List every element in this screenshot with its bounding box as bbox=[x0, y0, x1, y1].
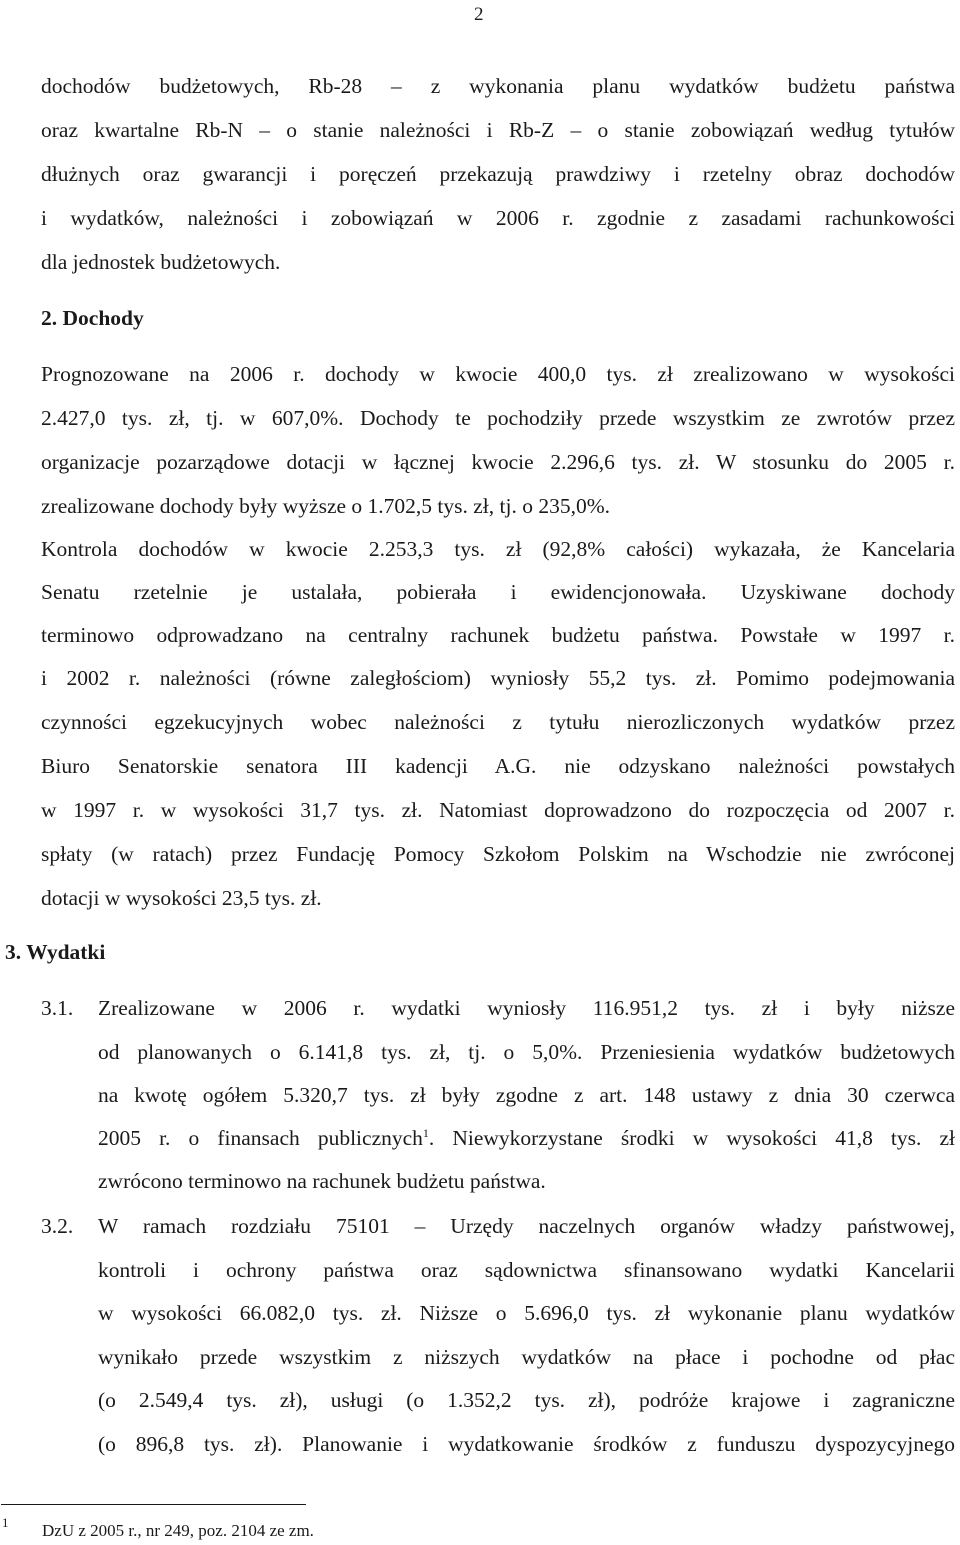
text-line: Senatu rzetelnie je ustalała, pobierała i ewidencjonowała. Uzyskiwane dochody bbox=[41, 580, 955, 604]
text-line: oraz kwartalne Rb-N – o stanie należności i Rb-Z – o stanie zobowiązań według tytułów bbox=[41, 118, 955, 142]
text-segment: 2005 r. o finansach publicznych bbox=[98, 1126, 423, 1150]
text-line: dla jednostek budżetowych. bbox=[41, 250, 281, 274]
text-line: w wysokości 66.082,0 tys. zł. Niższe o 5.696,0 tys. zł wykonanie planu wydatków bbox=[98, 1301, 955, 1325]
text-line: wynikało przede wszystkim z niższych wydatków na płace i pochodne od płac bbox=[98, 1345, 955, 1369]
text-line: czynności egzekucyjnych wobec należności z tytułu nierozliczonych wydatków przez bbox=[41, 710, 955, 734]
text-line: Biuro Senatorskie senatora III kadencji A.G. nie odzyskano należności powstałych bbox=[41, 754, 955, 778]
text-line: od planowanych o 6.141,8 tys. zł, tj. o 5,0%. Przeniesienia wydatków budżetowych bbox=[98, 1040, 955, 1064]
page-number: 2 bbox=[474, 4, 484, 25]
text-line: i wydatków, należności i zobowiązań w 2006 r. zgodnie z zasadami rachunkowości bbox=[41, 206, 955, 230]
text-line bbox=[98, 1125, 955, 1150]
text-line: na kwotę ogółem 5.320,7 tys. zł były zgodne z art. 148 ustawy z dnia 30 czerwca bbox=[98, 1083, 955, 1107]
text-line: Prognozowane na 2006 r. dochody w kwocie 400,0 tys. zł zrealizowano w wysokości bbox=[41, 362, 955, 386]
text-line: terminowo odprowadzano na centralny rachunek budżetu państwa. Powstałe w 1997 r. bbox=[41, 623, 955, 647]
section-heading: 2. Dochody bbox=[41, 306, 144, 330]
footnote-mark: 1 bbox=[2, 1515, 9, 1530]
item-number: 3.2. bbox=[41, 1214, 74, 1238]
text-line: zwrócono terminowo na rachunek budżetu państwa. bbox=[98, 1169, 546, 1193]
footnote-separator bbox=[1, 1504, 306, 1505]
footnote-reference[interactable]: 1 bbox=[422, 1125, 429, 1140]
section-heading: 3. Wydatki bbox=[5, 940, 106, 964]
text-line: dłużnych oraz gwarancji i poręczeń przekazują prawdziwy i rzetelny obraz dochodów bbox=[41, 162, 955, 186]
text-line: (o 2.549,4 tys. zł), usługi (o 1.352,2 tys. zł), podróże krajowe i zagraniczne bbox=[98, 1388, 955, 1412]
text-line: Zrealizowane w 2006 r. wydatki wyniosły 116.951,2 tys. zł i były niższe bbox=[98, 996, 955, 1020]
text-line: organizacje pozarządowe dotacji w łącznej kwocie 2.296,6 tys. zł. W stosunku do 2005 r. bbox=[41, 450, 955, 474]
item-number: 3.1. bbox=[41, 996, 74, 1020]
text-line: Kontrola dochodów w kwocie 2.253,3 tys. zł (92,8% całości) wykazała, że Kancelaria bbox=[41, 537, 955, 561]
text-line: dotacji w wysokości 23,5 tys. zł. bbox=[41, 886, 322, 910]
text-line: zrealizowane dochody były wyższe o 1.702,5 tys. zł, tj. o 235,0%. bbox=[41, 494, 611, 518]
footnote-text: DzU z 2005 r., nr 249, poz. 2104 ze zm. bbox=[42, 1521, 314, 1540]
text-line: w 1997 r. w wysokości 31,7 tys. zł. Natomiast doprowadzono do rozpoczęcia od 2007 r. bbox=[41, 798, 955, 822]
text-line: (o 896,8 tys. zł). Planowanie i wydatkowanie środków z funduszu dyspozycyjnego bbox=[98, 1432, 955, 1456]
text-line: i 2002 r. należności (równe zaległościom) wyniosły 55,2 tys. zł. Pomimo podejmowania bbox=[41, 666, 955, 690]
text-line: dochodów budżetowych, Rb-28 – z wykonania planu wydatków budżetu państwa bbox=[41, 74, 955, 98]
text-segment: . Niewykorzystane środki w wysokości 41,8 tys. zł bbox=[428, 1126, 955, 1150]
text-line: W ramach rozdziału 75101 – Urzędy naczelnych organów władzy państwowej, bbox=[98, 1214, 955, 1238]
text-line: kontroli i ochrony państwa oraz sądownictwa sfinansowano wydatki Kancelarii bbox=[98, 1258, 955, 1282]
text-line: 2.427,0 tys. zł, tj. w 607,0%. Dochody te pochodziły przede wszystkim ze zwrotów przez bbox=[41, 406, 955, 430]
text-line: spłaty (w ratach) przez Fundację Pomocy Szkołom Polskim na Wschodzie nie zwróconej bbox=[41, 842, 955, 866]
